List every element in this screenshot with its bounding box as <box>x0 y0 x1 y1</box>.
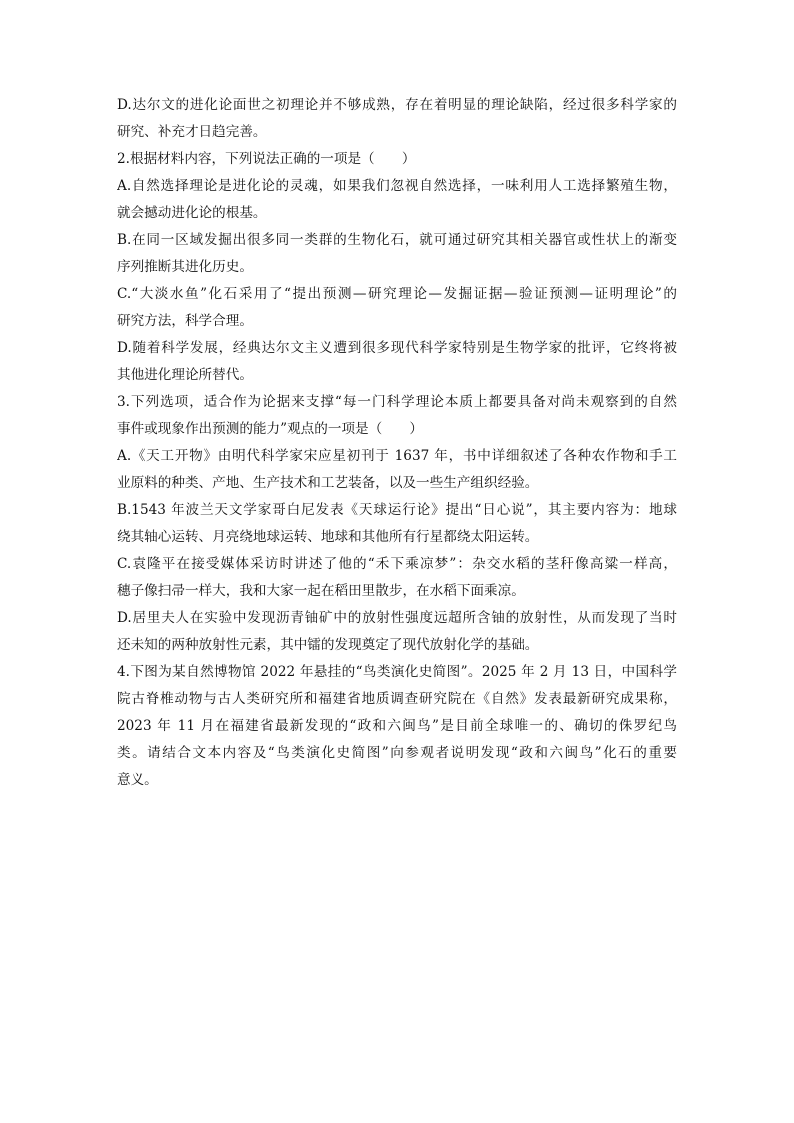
option-line: 序列推断其进化历史。 <box>117 259 253 275</box>
option-line: 业原料的种类、产地、生产技术和工艺装备，以及一些生产组织经验。 <box>117 475 539 491</box>
option-line: 穗子像扫帚一样大，我和大家一起在稻田里散步，在水稻下面乘凉。 <box>117 583 525 599</box>
option-line: B.1543 年波兰天文学家哥白尼发表《天球运行论》提出“日心说”，其主要内容为：地球 <box>117 502 677 518</box>
q1-option-d-line-2: 研究、补充才日趋完善。 <box>117 124 267 140</box>
question-3 <box>117 389 677 659</box>
option-line: D.随着科学发展，经典达尔文主义遭到很多现代科学家特别是生物学家的批评，它终将被 <box>117 340 677 356</box>
question-4-line-1: 4.下图为某自然博物馆 2022 年悬挂的“鸟类演化史简图”。2025 年 2 月 13 日，中国科学 <box>117 664 677 680</box>
option-line: 绕其轴心运转、月亮绕地球运转、地球和其他所有行星都绕太阳运转。 <box>117 529 539 545</box>
document-page <box>117 92 677 794</box>
option-line: B.在同一区域发掘出很多同一类群的生物化石，就可通过研究其相关器官或性状上的渐变 <box>117 232 677 248</box>
question-2-option-b <box>117 227 677 281</box>
q1-option-d <box>117 92 677 146</box>
option-line: 研究方法，科学合理。 <box>117 313 253 329</box>
option-line: A.《天工开物》由明代科学家宋应星初刊于 1637 年，书中详细叙述了各种农作物和手工 <box>117 448 677 464</box>
question-2 <box>117 146 677 389</box>
question-3-stem-line-1: 3.下列选项，适合作为论据来支撑“每一门科学理论本质上都要具备对尚未观察到的自然 <box>117 394 677 410</box>
question-2-option-d <box>117 335 677 389</box>
option-line: A.自然选择理论是进化论的灵魂，如果我们忽视自然选择，一味利用人工选择繁殖生物， <box>117 178 677 194</box>
option-line: 还未知的两种放射性元素，其中镭的发现奠定了现代放射化学的基础。 <box>117 637 539 653</box>
question-4-line-2: 院古脊椎动物与古人类研究所和福建省地质调查研究院在《自然》发表最新研究成果称， <box>117 691 677 707</box>
question-4-line-3: 2023 年 11 月在福建省最新发现的“政和六闽鸟”是目前全球唯一的、确切的侏罗纪鸟 <box>117 718 677 734</box>
option-line: 其他进化理论所替代。 <box>117 367 253 383</box>
question-3-stem-line-2: 事件或现象作出预测的能力”观点的一项是（ ） <box>117 421 424 437</box>
question-4-line-4: 类。请结合文本内容及“鸟类演化史简图”向参观者说明发现“政和六闽鸟”化石的重要 <box>117 745 677 761</box>
question-2-stem: 2.根据材料内容，下列说法正确的一项是（ ） <box>117 151 416 167</box>
question-3-option-b <box>117 497 677 551</box>
question-4-line-5: 意义。 <box>117 772 158 788</box>
q1-option-d-line-1: D.达尔文的进化论面世之初理论并不够成熟，存在着明显的理论缺陷，经过很多科学家的 <box>117 97 677 113</box>
question-3-option-c <box>117 551 677 605</box>
question-2-option-c <box>117 281 677 335</box>
option-line: D.居里夫人在实验中发现沥青铀矿中的放射性强度远超所含铀的放射性，从而发现了当时 <box>117 610 677 626</box>
option-line: 就会撼动进化论的根基。 <box>117 205 267 221</box>
option-line: C.“大淡水鱼”化石采用了“提出预测—研究理论—发掘证据—验证预测—证明理论”的 <box>117 286 677 302</box>
question-2-option-a <box>117 173 677 227</box>
option-line: C.袁隆平在接受媒体采访时讲述了他的“禾下乘凉梦”：杂交水稻的茎秆像高粱一样高， <box>117 556 677 572</box>
question-3-option-a <box>117 443 677 497</box>
question-3-option-d <box>117 605 677 659</box>
question-4 <box>117 659 677 794</box>
